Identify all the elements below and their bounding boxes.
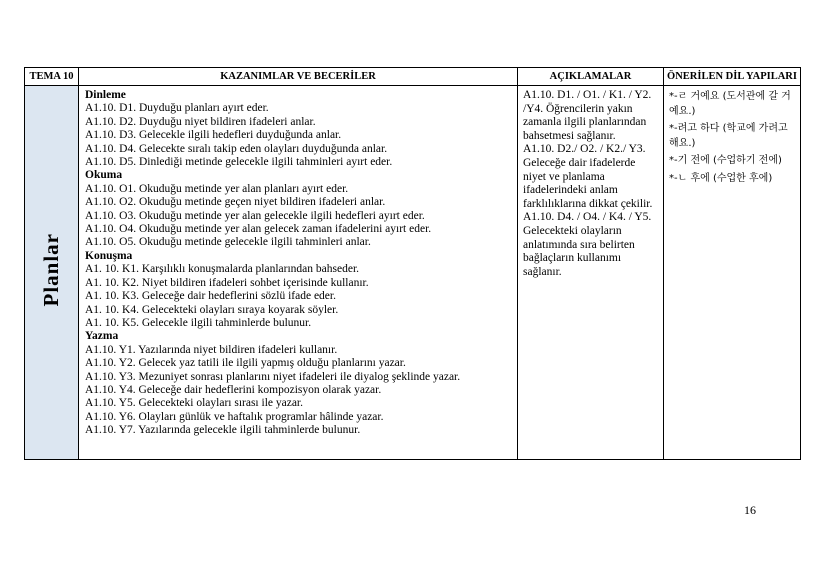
header-aciklamalar: AÇIKLAMALAR (518, 68, 664, 86)
kazanim-line: A1.10. O1. Okuduğu metinde yer alan planları ayırt eder. (85, 182, 349, 195)
aciklama-paragraph: A1.10. D4. / O4. / K4. / Y5. Gelecekteki olayların anlatımında sıra belirten bağlaçların kullanımı sağlanır. (523, 211, 652, 278)
theme-label: Planlar (39, 233, 63, 307)
section-title: Yazma (85, 330, 119, 343)
theme-cell (25, 86, 79, 460)
curriculum-table (24, 67, 801, 460)
kazanim-line: A1. 10. K4. Gelecekteki olayları sıraya koyarak söyler. (85, 303, 339, 316)
kazanimlar-cell (79, 86, 518, 460)
kazanim-line: A1.10. Y6. Olayları günlük ve haftalık programlar hâlinde yazar. (85, 410, 384, 423)
header-dil-yapilari: ÖNERİLEN DİL YAPILARI (664, 68, 801, 86)
section-title: Okuma (85, 169, 123, 182)
kazanim-line: A1.10. D4. Gelecekte sıralı takip eden olayları duyduğunda anlar. (85, 142, 388, 155)
page-number: 16 (744, 503, 756, 517)
dil-yapilari-cell (664, 86, 801, 460)
kazanim-line: A1.10. D1. Duyduğu planları ayırt eder. (85, 102, 269, 115)
section-title: Dinleme (85, 89, 126, 101)
header-tema: TEMA 10 (25, 68, 79, 86)
kazanim-line: A1.10. O5. Okuduğu metinde gelecekle ilgili tahminleri anlar. (85, 236, 371, 249)
dil-yapisi-line: *-려고 하다 (학교에 가려고 해요.) (669, 123, 788, 149)
kazanim-line: A1. 10. K5. Gelecekle ilgili tahminlerde bulunur. (85, 316, 312, 329)
kazanim-line: A1.10. O3. Okuduğu metinde yer alan gelecekle ilgili hedefleri ayırt eder. (85, 209, 425, 222)
kazanim-line: A1.10. D3. Gelecekle ilgili hedefleri duyduğunda anlar. (85, 129, 342, 142)
kazanim-line: A1.10. Y5. Gelecekteki olayları sırası ile yazar. (85, 397, 303, 410)
table-body-row (25, 86, 801, 460)
kazanimlar-content (85, 89, 511, 438)
kazanim-line: A1. 10. K1. Karşılıklı konuşmalarda planlarından bahseder. (85, 263, 360, 276)
dil-yapisi-line: *-ㄹ 거예요 (도서관에 갈 거예요.) (669, 91, 791, 117)
kazanim-line: A1.10. Y7. Yazılarında gelecekle ilgili tahminlerde bulunur. (85, 424, 361, 437)
kazanim-line: A1. 10. K2. Niyet bildiren ifadeleri sohbet içerisinde kullanır. (85, 276, 369, 289)
kazanim-line: A1.10. Y2. Gelecek yaz tatili ile ilgili yapmış olduğu planlarını yazar. (85, 357, 406, 370)
aciklama-paragraph: A1.10. D1. / O1. / K1. / Y2. /Y4. Öğrencilerin yakın zamanla ilgili planlarından bahsetmesi sağlanır. (523, 89, 652, 142)
kazanim-line: A1.10. O4. Okuduğu metinde yer alan gelecek zaman ifadelerini ayırt eder. (85, 223, 432, 236)
kazanim-line: A1.10. Y3. Mezuniyet sonrası planlarını niyet ifadeleri ile diyalog şeklinde yazar. (85, 370, 461, 383)
kazanim-line: A1.10. D2. Duyduğu niyet bildiren ifadeleri anlar. (85, 115, 316, 128)
aciklamalar-content (523, 89, 658, 279)
dil-yapisi-line: *-기 전에 (수업하기 전에) (669, 155, 782, 166)
aciklama-paragraph: A1.10. D2./ O2. / K2./ Y3. Geleceğe dair ifadelerde niyet ve planlama ifadelerindeki anlam farklılıklarına dikkat çekilir. (523, 143, 653, 210)
section-title: Konuşma (85, 249, 133, 262)
kazanim-line: A1.10. Y1. Yazılarında niyet bildiren ifadeleri kullanır. (85, 343, 338, 356)
aciklamalar-cell (518, 86, 664, 460)
table-header-row (25, 68, 801, 86)
kazanim-line: A1.10. D5. Dinlediği metinde gelecekle ilgili tahminleri ayırt eder. (85, 156, 393, 169)
dil-yapisi-line: *-ㄴ 후에 (수업한 후에) (669, 172, 773, 184)
kazanim-line: A1.10. O2. Okuduğu metinde geçen niyet bildiren ifadeleri anlar. (85, 196, 386, 209)
dil-yapilari-content (669, 90, 795, 186)
kazanim-line: A1.10. Y4. Geleceğe dair hedeflerini kompozisyon olarak yazar. (85, 383, 382, 396)
kazanim-line: A1. 10. K3. Geleceğe dair hedeflerini sözlü ifade eder. (85, 290, 336, 303)
header-kazanimlar: KAZANIMLAR VE BECERİLER (79, 68, 518, 86)
